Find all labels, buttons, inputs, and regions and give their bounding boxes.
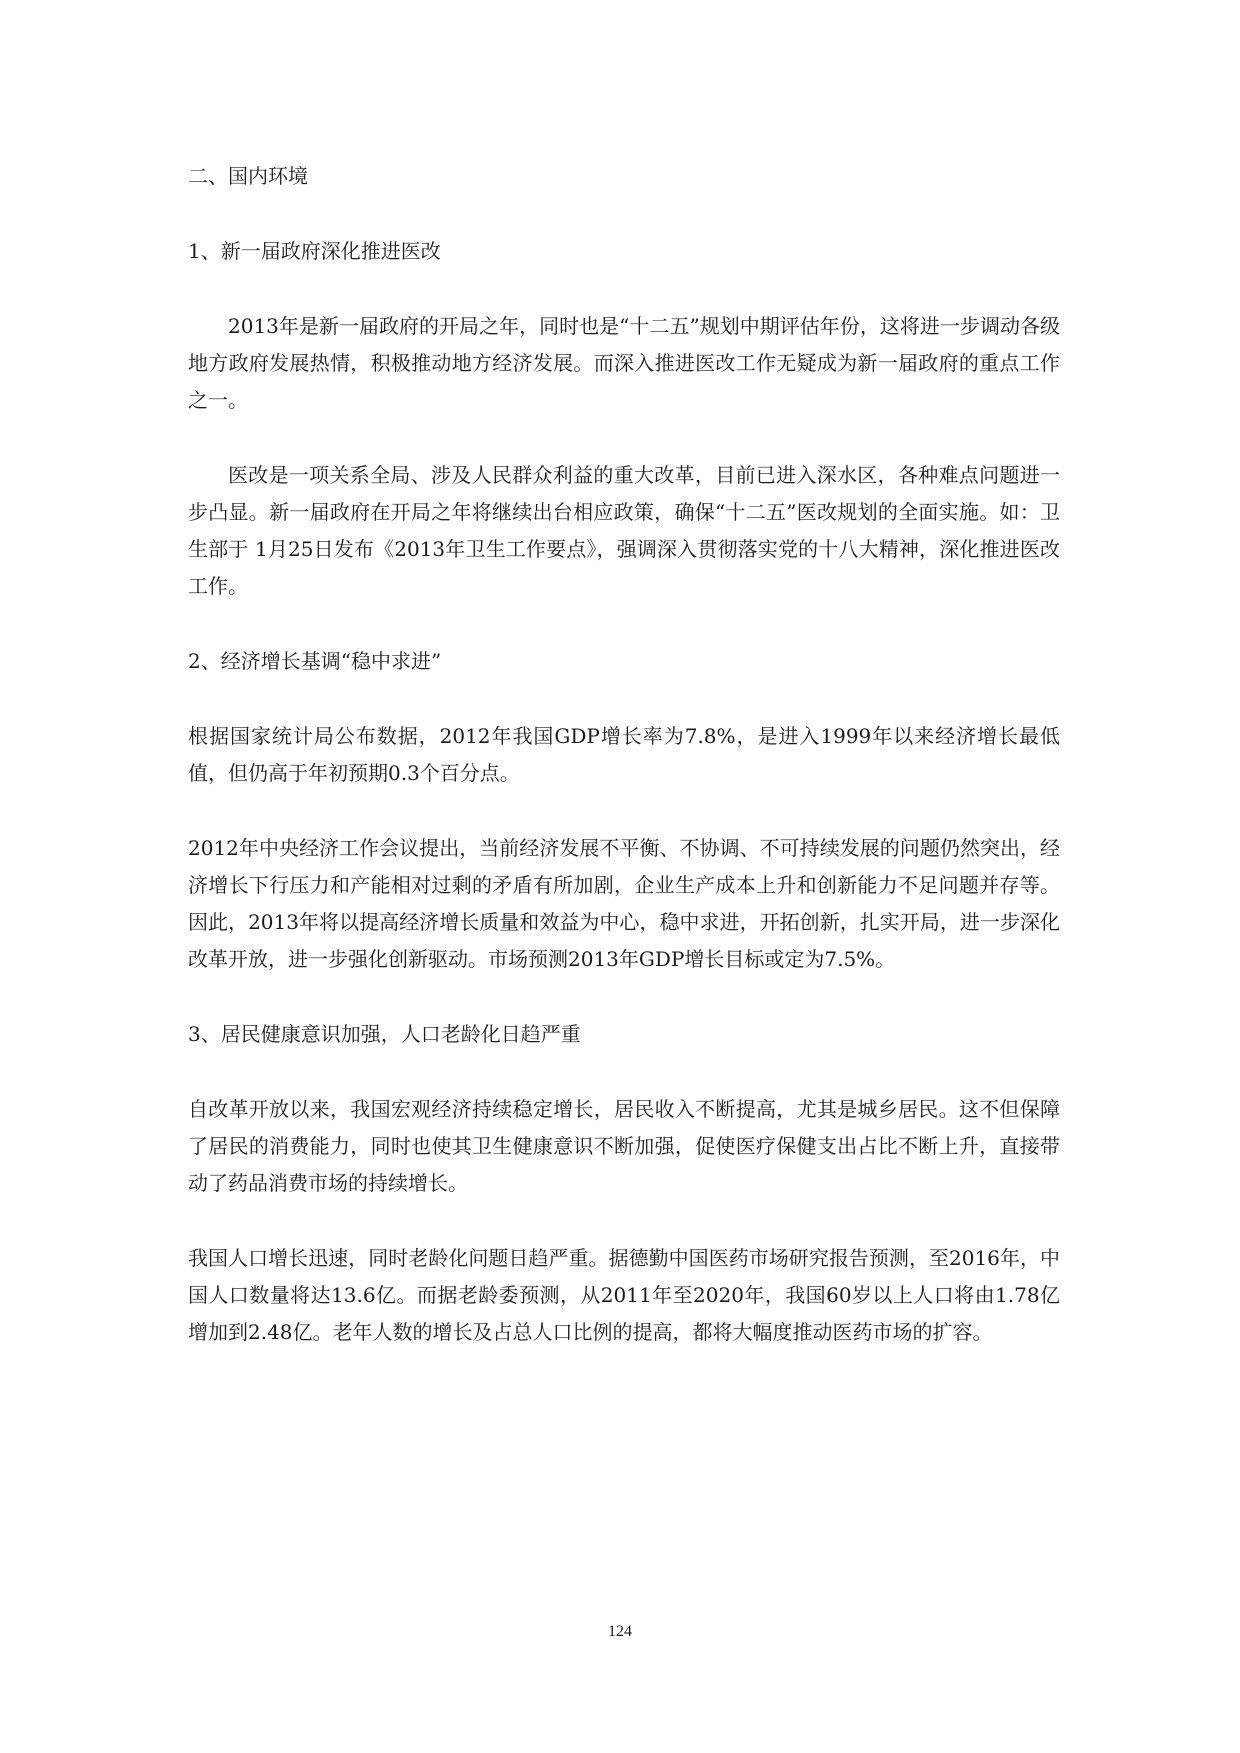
paragraph: 2012年中央经济工作会议提出，当前经济发展不平衡、不协调、不可持续发展的问题仍然突出，经济增长下行压力和产能相对过剩的矛盾有所加剧，企业生产成本上升和创新能力不足问题并存等。因此，2013年将以提高经济增长质量和效益为中心，稳中求进，开拓创新，扎实开局，进一步深化改革开放，进一步强化创新驱动。市场预测2013年GDP增长目标或定为7.5%。: [188, 836, 1060, 971]
paragraph: 医改是一项关系全局、涉及人民群众利益的重大改革，目前已进入深水区，各种难点问题进一步凸显。新一届政府在开局之年将继续出台相应政策，确保“十二五”医改规划的全面实施。如：卫生部于 1月25日发布《2013年卫生工作要点》，强调深入贯彻落实党的十八大精神，深化推进医改工作。: [188, 463, 1060, 598]
document-page: [188, 158, 1060, 1389]
page-number: 124: [608, 1623, 632, 1640]
subsection-title-3: 3、居民健康意识加强，人口老龄化日趋严重: [188, 1022, 581, 1046]
subsection-title-1: 1、新一届政府深化推进医改: [188, 239, 441, 263]
subsection-title-2: 2、经济增长基调“稳中求进”: [188, 649, 442, 673]
paragraph: 自改革开放以来，我国宏观经济持续稳定增长，居民收入不断提高，尤其是城乡居民。这不但保障了居民的消费能力，同时也使其卫生健康意识不断加强，促使医疗保健支出占比不断上升，直接带动了药品消费市场的持续增长。: [188, 1097, 1060, 1195]
paragraph: 2013年是新一届政府的开局之年，同时也是“十二五”规划中期评估年份，这将进一步调动各级地方政府发展热情，积极推动地方经济发展。而深入推进医改工作无疑成为新一届政府的重点工作之一。: [188, 314, 1060, 412]
paragraph: 根据国家统计局公布数据，2012年我国GDP增长率为7.8%，是进入1999年以来经济增长最低值，但仍高于年初预期0.3个百分点。: [188, 724, 1060, 785]
section-title: 二、国内环境: [188, 164, 308, 188]
paragraph: 我国人口增长迅速，同时老龄化问题日趋严重。据德勤中国医药市场研究报告预测，至2016年，中国人口数量将达13.6亿。而据老龄委预测，从2011年至2020年，我国60岁以上人口将由1.78亿增加到2.48亿。老年人数的增长及占总人口比例的提高，都将大幅度推动医药市场的扩容。: [188, 1246, 1060, 1344]
